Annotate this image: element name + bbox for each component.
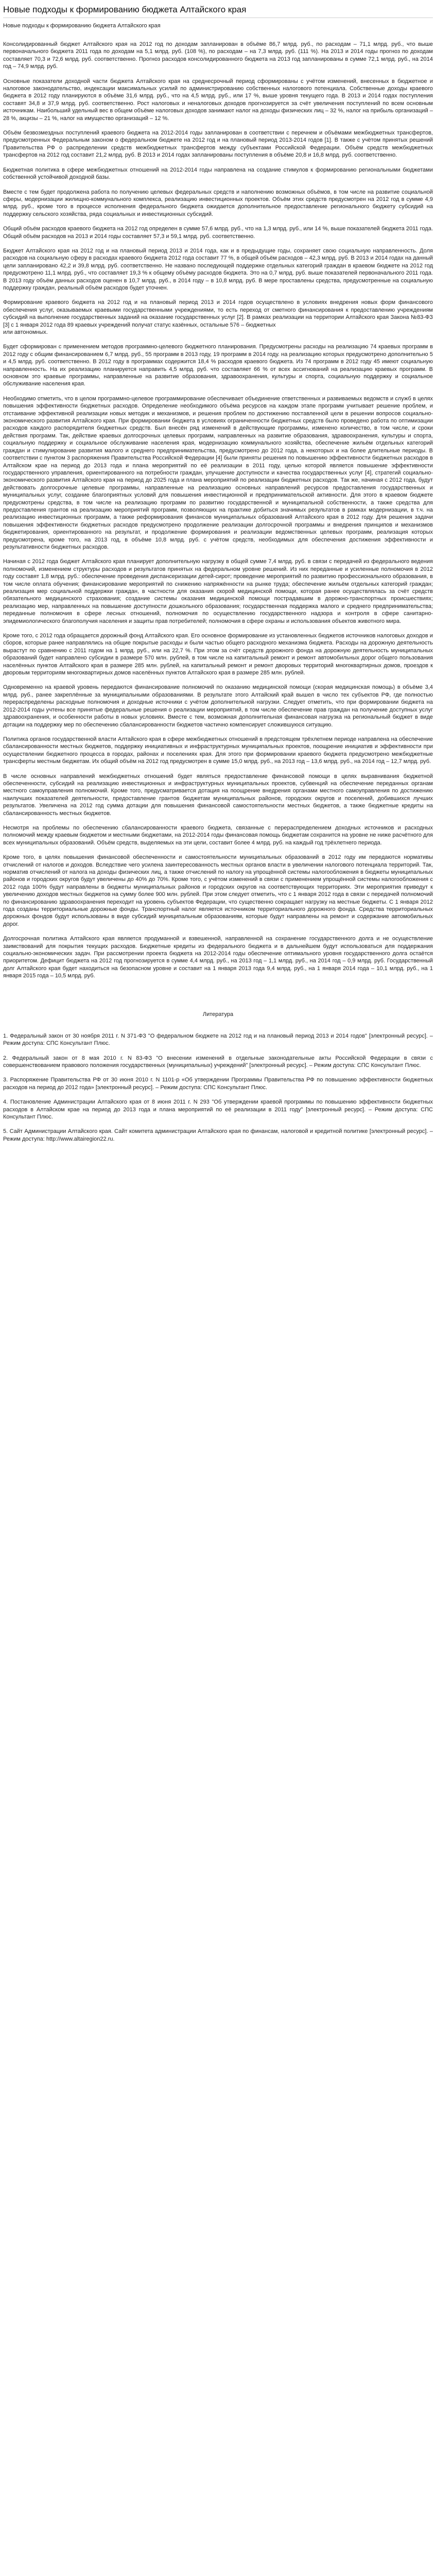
article-subtitle: Новые подходы к формированию бюджета Алтайского края (3, 23, 161, 29)
references-list (3, 1032, 433, 1143)
reference-item: 3. Распоряжение Правительства РФ от 30 июня 2010 г. N 1101-р «Об утверждении Программы Правительства РФ по повышению эффективности бюджетных расходов на период до 2012 года» [электронный ресурс]. – Режим доступа: СПС Консультант Плюс. (3, 1077, 433, 1091)
paragraph: Политика органов государственной власти Алтайского края в сфере межбюджетных отношений в предстоящем трёхлетнем периоде направлена на обеспечение сбалансированности местных бюджетов, поддержку инициативных и инфраструктурных муниципальных проектов, поощрение инициатив и эффективности при осуществлении бюджетного процесса в городах, районах и поселениях края. Для этого при формировании краевого бюджета предусмотрено межбюджетные трансферты местным бюджетам. Их общий объём на 2012 год предусмотрен в сумме 15,0 млрд. руб., на 2013 год – 13,6 млрд. руб., на 2014 год – 12,7 млрд. руб. (3, 736, 433, 765)
paragraph: Кроме того, с 2012 года обращается дорожный фонд Алтайского края. Его основное формирование из установленных бюджетов источников налоговых доходов и сборов, которые ранее направлялись на общие покрытые расходы и были частью общего расходного механизма бюджета. Расходы на дорожную деятельность вырастут по сравнению с 2011 годом на 1 млрд. руб., или на 22,7 %. При этом за счёт средств дорожного фонда на дорожную деятельность муниципальных образований будет направлено субсидии в размере 570 млн. рублей, в том числе на капитальный ремонт и ремонт автомобильных дорог общего пользования населённых пунктов Алтайского края в размере 285 млн. рублей, на капитальный ремонт и ремонт дворовых территорий многоквартирных домов, проездов к дворовым территориям многоквартирных домов населённых пунктов Алтайского края в размере 285 млн. рублей. (3, 633, 433, 676)
paragraph: Будет сформирован с применением методов программно-целевого бюджетного планирования. Предусмотрены расходы на реализацию 74 краевых программ в 2012 году с общим финансированием 6,7 млрд. руб., 55 программ в 2013 году, 19 программ в 2014 году. на реализацию которых предусмотрено дополнительно 5 и 4,5 млрд. руб. соответственно. В 2012 году в программах содержится 18,4 % расходов краевого бюджета. Из 74 программ в 2012 году 45 имеют социальную направленность. На их реализацию планируется направить 4,5 млрд. руб. что составляет 66 % от всех ассигнований на реализацию краевых программ. В основном это краевые программы, направленные на развитие образования, здравоохранения, культуры и спорта, социальную поддержку и социальное обслуживание населения края. (3, 344, 433, 387)
paragraph: Консолидированный бюджет Алтайского края на 2012 год по доходам запланирован в объёме 86,7 млрд. руб., по расходам – 71,1 млрд. руб., что выше первоначального бюджета 2011 года по доходам на 5,1 млрд. руб. (108 %), по расходам – на 7,3 млрд. руб. (111 %). На 2013 и 2014 годы прогноз по доходам составляет 70,3 и 72,6 млрд. руб. соответственно. Прогноз расходов консолидированного бюджета на 2013 год запланированы в сумме 72,1 млрд. руб., на 2014 год – 74,9 млрд. руб. (3, 41, 433, 70)
reference-item: 5. Сайт Администрации Алтайского края. Сайт комитета администрации Алтайского края по финансам, налоговой и кредитной политике [электронный ресурс]. – Режим доступа: http://www.altairegion22.ru. (3, 1128, 433, 1142)
paragraph: Общий объём расходов краевого бюджета на 2012 год определен в сумме 57,6 млрд. руб., что на 1,3 млрд. руб., или 14 %, выше показателей бюджета 2011 года. Общий объём расходов на 2013 и 2014 годы составляет 57,3 и 59,1 млрд. руб. соответственно. (3, 226, 433, 240)
paragraph: Формирование краевого бюджета на 2012 год и на плановый период 2013 и 2014 годов осуществлено в условиях внедрения новых форм финансового обеспечения услуг, оказываемых краевыми государственными учреждениями, то есть переход от сметного финансирования к предоставлению учреждениям субсидий на выполнение государственных заданий на оказание государственных услуг [2]. В рамках реализации на территории Алтайского края Закона №83-ФЗ [3] с 1 января 2012 года 89 краевых учреждений получат статус казённых, остальные 576 – бюджетных (3, 299, 433, 328)
article-page (0, 2, 436, 1143)
paragraph: Вместе с тем будет продолжена работа по получению целевых федеральных средств и наполнению возможных объёмов, в том числе на развитие социальной сферы, модернизации жилищно-коммунального комплекса, реализацию инвестиционных проектов. Объём этих средств предусмотрен на 2012 год в сумме 4,9 млрд. руб., кроме того в процессе исполнения федерального бюджета ожидается дополнительное предоставление регионального бюджету субсидий на поддержку сельского хозяйства, ряда социальных и инвестиционных субсидий. (3, 189, 433, 217)
paragraph: Кроме того, в целях повышения финансовой обеспеченности и самостоятельности муниципальных образований в 2012 году им передаются нормативы отчислений от налогов и доходов. Вследствие чего усилена заинтересованность местных органов власти в увеличении налогового потенциала территорий. Так, норматив отчислений от налога на доходы физических лиц, а также отчислений по налогу на упрощённой системы налогообложения в бюджеты муниципальных районов и городских округов будут увеличены до 40% до 70%. Кроме того, с учётом изменений в связи с применением упрощённой системы налогообложения с 2012 года 100% будут направлены в бюджеты муниципальных районов и городских округов на соответствующих территориях. Эти мероприятия приведут к увеличению доходов местных бюджетов на сумму более 900 млн. рублей. При этом следует отметить, что с 1 января 2012 года в связи с передачей полномочий по финансированию здравоохранения переходит на уровень субъектов Федерации, что существенно сокращает нагрузку на местные бюджеты. С 1 января 2012 года созданы территориальные дорожные фонды. Транспортный налог является источником территориального дорожного фонда. Средства территориальных дорожных фондов будут использованы в виде субсидий муниципальным образованиям, которые будут направлены на ремонт и содержание автомобильных дорог. (3, 854, 433, 927)
article-body (3, 41, 433, 980)
paragraph: Объём безвозмездных поступлений краевого бюджета на 2012-2014 годы запланирован в соответствии с перечнем и объёмами межбюджетных трансфертов, предусмотренных Федеральным законом о федеральном бюджете на 2012 год и на плановый период 2013-2014 годов [1]. В также с учётом принятых решений Правительства РФ о распределении средств межбюджетных трансфертов между субъектами Российской Федерации. Объём средств межбюджетных трансфертов на 2012 год составит 21,2 млрд. руб. В 2013 и 2014 годах запланированы поступления в объёме 20,8 и 16,8 млрд. руб. соответственно. (3, 130, 433, 159)
paragraph: Бюджетная политика в сфере межбюджетных отношений на 2012-2014 годы направлена на создание стимулов к формированию региональными бюджетами собственной устойчивой доходной базы. (3, 166, 433, 181)
paragraph: Долгосрочная политика Алтайского края является продуманной и взвешенной, направленной на сохранение государственного долга и не осуществление заимствований для покрытия текущих расходов. Бюджетные кредиты из федерального бюджета и в дальнейшем будут использоваться для поддержания социально-экономических задач. При рассмотрении проекта бюджета на 2012-2014 годы обеспечение оптимального уровня государственного долга остаётся приоритетом. Дефицит бюджета на 2012 год прогнозируется в сумме 4,4 млрд. руб., на 2013 год – 1,1 млрд. руб., на 2014 год – 0,9 млрд. руб. Государственный долг Алтайского края будет находиться на безопасном уровне и составит на 1 января 2013 года 9,4 млрд. руб., на 1 января 2014 года – 10,1 млрд. руб., на 1 января 2015 года – 10,5 млрд. руб. (3, 936, 433, 979)
paragraph: В числе основных направлений межбюджетных отношений будет являться предоставление финансовой помощи в целях выравнивания бюджетной обеспеченности, субсидий на реализацию инвестиционных и инфраструктурных муниципальных проектов, субвенций на обеспечение переданных органам местного самоуправления полномочий. Кроме того, предусматривается дотация на поощрение внедрения органами местного самоуправления по достижению наилучших показателей деятельности, предоставление грантов бюджетам муниципальных районов, городских округов и поселений, добившихся лучших результатов. Увеличена на 2012 год сумма дотации для повышения финансовой самостоятельности местных бюджетов, а также бюджетные кредиты на сбалансированность местных бюджетов. (3, 773, 433, 817)
reference-item: 4. Постановление Администрации Алтайского края от 8 июня 2011 г. N 293 "Об утверждении краевой программы по повышению эффективности бюджетных расходов в Алтайском крае на период до 2013 года и плана мероприятий по её реализации в 2011 году" [электронный ресурс]. – Режим доступа: СПС Консультант Плюс. (3, 1099, 433, 1120)
paragraph: или автономных. (3, 329, 48, 335)
paragraph: Одновременно на краевой уровень передаются финансирование полномочий по оказанию медицинской помощи (скорая медицинская помощь) в объёме 3,4 млрд. руб., ранее закреплённые за муниципальными образованиями. В результате этого Алтайский край вышел в число тех субъектов РФ, где полностью перераспределены расходные полномочия и доходные источники с учётом дополнительной нагрузки. Следует отметить, что при формировании бюджета на 2012-2014 годы учтены все принятые федеральные решения о реализации мероприятий, в том числе обеспечение прав граждан на получение доступных услуг здравоохранения, и особенности работы в новых условиях. Вместе с тем, возможная дополнительная финансовая нагрузка на региональный бюджет в виде дотации на поддержку мер по обеспечению сбалансированности бюджетов частично компенсирует сложившуюся ситуацию. (3, 684, 433, 728)
paragraph: Начиная с 2012 года бюджет Алтайского края планирует дополнительную нагрузку в общей сумме 7,4 млрд. руб. в связи с передачей из федерального ведения полномочий, изменением структуры расходов и результатов принятых на федеральном уровне решений. Из них переданные и усиленные полномочия в 2012 году составят 1,8 млрд. руб.: обеспечение проведения диспансеризации детей-сирот; проведение мероприятий по развитию профессионального образования, в том числе оплата обучения; финансирование мероприятий по снижению напряжённости на рынке труда; обеспечение жильём отдельных категорий граждан; реализация мер социальной поддержки граждан, в частности для оказания скорой медицинской помощи, которая ранее осуществлялась за счёт средств обязательного медицинского страхования; создание системы оказания медицинской помощи пострадавшим в дорожно-транспортных происшествиях; реализацию мер, направленных на повышение доступности дошкольного образования; государственная поддержка малого и среднего предпринимательства; переданные полномочия в сфере лесных отношений, полномочия по осуществлению государственного надзора и контроля в сфере санитарно-эпидемиологического благополучия населения и защиты прав потребителей; полномочия в сфере охраны и использования объектов животного мира. (3, 558, 433, 624)
paragraph: Бюджет Алтайского края на 2012 год и на плановый период 2013 и 2014 года, как и в предыдущие годы, сохраняет свою социальную направленность. Доля расходов на социальную сферу в расходах краевого бюджета 2012 года составит 77 %, в общей объём расходов – 42,3 млрд. руб. В 2013 и 2014 годах на данный цели запланировано 42,2 и 39,8 млрд. руб. соответственно. Не названо последующей поддержке отдельных категорий граждан в краевом бюджете на 2012 год предусмотрено 11,1 млрд. руб., что составляет 19,3 % к общему объёму расходов бюджета. Это на 0,7 млрд. руб. выше показателей первоначального 2011 года. В 2013 году объём данных расходов оценен в 10,7 млрд. руб., в 2014 году – в 10,8 млрд. руб. В мере проставлены средства, предусмотренные на социальную поддержку граждан, реальный объём расходов будет уточнен. (3, 247, 433, 291)
paragraph: Несмотря на проблемы по обеспечению сбалансированности краевого бюджета, связанные с перераспределением доходных источников и расходных полномочий между краевым бюджетом и местными бюджетами, на 2012-2014 годы финансовая помощь бюджетам сохранится на уровне не ниже расчётного для всех муниципальных образований. Объём средств, выделяемых на эти цели, составит более 4 млрд. руб. на каждый год трёхлетнего периода. (3, 824, 433, 846)
paragraph: Необходимо отметить, что в целом программно-целевое программирование обеспечивает объединение ответственных и развиваемых ведомств и служб в целях повышения эффективности бюджетных расходов. Определение необходимого объёма ресурсов на каждом этапе программ учитывает решение проблем, и отстаивание эффективной реализации новых методик и механизмов, и решения проблем по достижению поставленной цели в решении вопросов социально-экономического развития Алтайского края. При формировании бюджета в условиях ограниченности бюджетных средств было проведено работа по оптимизации расходов каждого распорядителя бюджетных средств. Был внесён ряд изменений в действующие программы, изменено количество, в том числе, и сроки действия программ. Так, действие краевых долгосрочных целевых программ, направленных на развитие образования, здравоохранения, культуры и спорта, социальную поддержку и социальное обслуживание населения края, модернизацию коммунального хозяйства, обеспечение жильём отдельных категорий граждан и стимулирование развития малого и среднего предпринимательства, предусмотрено до 2012 года, а некоторых и на более длительные периоды. В соответствии с пунктом 3 распоряжения Правительства Российской Федерации [4] были приняты решения по повышению эффективности бюджетных расходов в Алтайском крае на период до 2013 года и плана мероприятий по её реализации в 2011 году, целью которой является повышение эффективности государственного управления, ориентированного на потребности граждан, улучшение доступности и качества государственных услуг [4], стратегий социально-экономического развития Алтайского края на период до 2025 года и плана мероприятий по реализации бюджетных расходов. Так же, начиная с 2012 года, будут действовать долгосрочные целевые программы, направленные на реализацию основных направлений ресурсов предоставления государственных и муниципальных услуг, создание благоприятных условий для повышения инвестиционной и предпринимательской активности. Для этого в краевом бюджете предусмотрены средства, в том числе на реализацию программ по развитию государственной и муниципальной собственности, а также средства для предоставления грантов на реализацию мероприятий программ, позволяющих на практике добиться значимых результатов в рамках модернизации, в т.ч. на реализацию инвестиционных программ, а также реформирования финансов муниципальных образований Алтайского края в 2012 году. Для решения задачи повышения эффективности бюджетных расходов предусмотрено продолжение реализации долгосрочной программы и внедрения принципов и механизмов бюджетирования, ориентированного на результат, и продолжение формирования и реализации ведомственных целевых программ, реализация которых предусмотрена, кроме того, на 2013 год, в объёме 10,8 млрд. руб. с учётом средств, необходимых для обеспечения достижения эффективности и результативности бюджетных расходов. (3, 395, 433, 550)
references-heading: Литература (202, 1011, 234, 1018)
page-title: Новые подходы к формированию бюджета Алтайского края (3, 5, 247, 14)
reference-item: 2. Федеральный закон от 8 мая 2010 г. N 83-ФЗ "О внесении изменений в отдельные законодательные акты Российской Федерации в связи с совершенствованием правового положения государственных (муниципальных) учреждений" [электронный ресурс]. – Режим доступа: СПС Консультант Плюс. (3, 1055, 433, 1069)
reference-item: 1. Федеральный закон от 30 ноября 2011 г. N 371-ФЗ "О федеральном бюджете на 2012 год и на плановый период 2013 и 2014 годов" [электронный ресурс]. – Режим доступа: СПС Консультант Плюс. (3, 1032, 433, 1047)
paragraph: Основные показатели доходной части бюджета Алтайского края на среднесрочный период сформированы с учётом изменений, внесенных в бюджетное и налоговое законодательство, индексации максимальных усилий по администрированию собственных налогового потенциала. Собственные доходы краевого бюджета в 2012 году планируются в объёме 31,6 млрд. руб., что на 4,5 млрд. руб., или 17 %, выше уровня текущего года. В 2013 и 2014 годах поступления составят 34,8 и 37,9 млрд. руб. соответственно. Рост налоговых и неналоговых доходов прогнозируется за счёт увеличения поступлений по всем основным источникам. Наибольший удельный вес в общем объёме налоговых доходов занимают налог на доходы физических лиц – 32 %, налог на прибыль организаций – 28 %, акцизы – 21 %, налог на имущество организаций – 12 %. (3, 78, 433, 122)
